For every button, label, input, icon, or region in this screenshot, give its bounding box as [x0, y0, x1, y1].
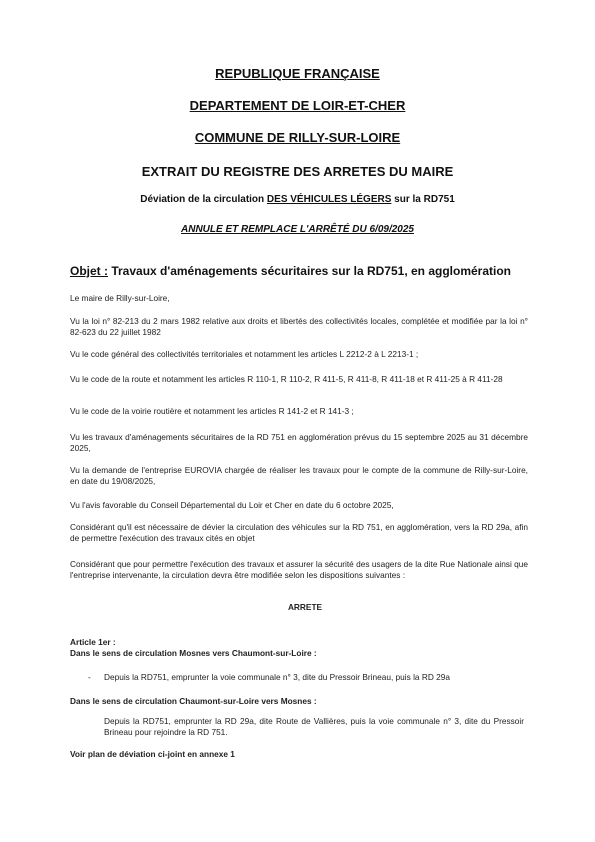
sens-mosnes-chaumont: Dans le sens de circulation Mosnes vers Chaumont-sur-Loire :: [70, 648, 317, 658]
itineraire-2: Depuis la RD751, emprunter la RD 29a, dite Route de Vallières, puis la voie communale n° 3, dite du Pressoir Brineau pour rejoindre la RD 751.: [104, 716, 524, 738]
objet-label: Objet :: [70, 264, 108, 278]
paragraph-maire: Le maire de Rilly-sur-Loire,: [70, 293, 170, 303]
header-departement: DEPARTEMENT DE LOIR-ET-CHER: [189, 98, 406, 113]
sens-chaumont-mosnes: Dans le sens de circulation Chaumont-sur-Loire vers Mosnes :: [70, 696, 317, 706]
itineraire-1: Depuis la RD751, emprunter la voie communale n° 3, dite du Pressoir Brineau, puis la RD 29a: [104, 672, 450, 682]
objet-line: [70, 264, 540, 278]
paragraph-travaux: Vu les travaux d'aménagements sécuritaires de la RD 751 en agglomération prévus du 15 septembre 2025 au 31 décembre 2025,: [70, 432, 528, 454]
objet-text: Travaux d'aménagements sécuritaires sur la RD751, en agglomération: [108, 264, 512, 278]
annexe-line: Voir plan de déviation ci-joint en annexe 1: [70, 749, 235, 759]
paragraph-cgct: Vu le code général des collectivités territoriales et notamment les articles L 2212-2 à L 2213-1 ;: [70, 349, 419, 359]
bullet-dash: -: [88, 672, 91, 682]
paragraph-considerant-1: Considérant qu'il est nécessaire de dévier la circulation des véhicules sur la RD 751, en agglomération, vers la RD 29a, afin de permettre l'exécution des travaux cités en objet: [70, 522, 528, 544]
article-1-heading: Article 1er :: [70, 637, 116, 647]
annule-remplace: ANNULE ET REMPLACE L'ARRÊTÉ DU 6/09/2025: [181, 224, 414, 235]
paragraph-demande: Vu la demande de l'entreprise EUROVIA chargée de réaliser les travaux pour le compte de la commune de Rilly-sur-Loire, en date du 19/08/2025,: [70, 465, 528, 487]
header-commune: COMMUNE DE RILLY-SUR-LOIRE: [194, 130, 401, 145]
paragraph-code-route: Vu le code de la route et notamment les articles R 110-1, R 110-2, R 411-5, R 411-8, R 411-18 et R 411-25 à R 411-28: [70, 374, 503, 384]
paragraph-code-voirie: Vu le code de la voirie routière et notamment les articles R 141-2 et R 141-3 ;: [70, 406, 354, 416]
paragraph-loi: Vu la loi n° 82-213 du 2 mars 1982 relative aux droits et libertés des collectivités locales, complétée et modifiée par la loi n° 82-623 du 22 juillet 1982: [70, 316, 528, 338]
subtitle-underlined: DES VÉHICULES LÉGERS: [266, 194, 392, 205]
paragraph-avis: Vu l'avis favorable du Conseil Départemental du Loir et Cher en date du 6 octobre 2025,: [70, 500, 394, 510]
header-registre: EXTRAIT DU REGISTRE DES ARRETES DU MAIRE: [141, 164, 454, 179]
arrete-heading: ARRETE: [287, 602, 323, 612]
subtitle-after: sur la RD751: [391, 194, 455, 205]
subtitle-before: Déviation de la circulation: [140, 194, 267, 205]
paragraph-considerant-2: Considérant que pour permettre l'exécution des travaux et assurer la sécurité des usagers de la dite Rue Nationale ainsi que l'entreprise intervenante, la circulation devra être modifiée selon les dispositions suivantes :: [70, 559, 528, 581]
header-republique: REPUBLIQUE FRANÇAISE: [215, 66, 380, 81]
subtitle-deviation: [0, 194, 595, 205]
